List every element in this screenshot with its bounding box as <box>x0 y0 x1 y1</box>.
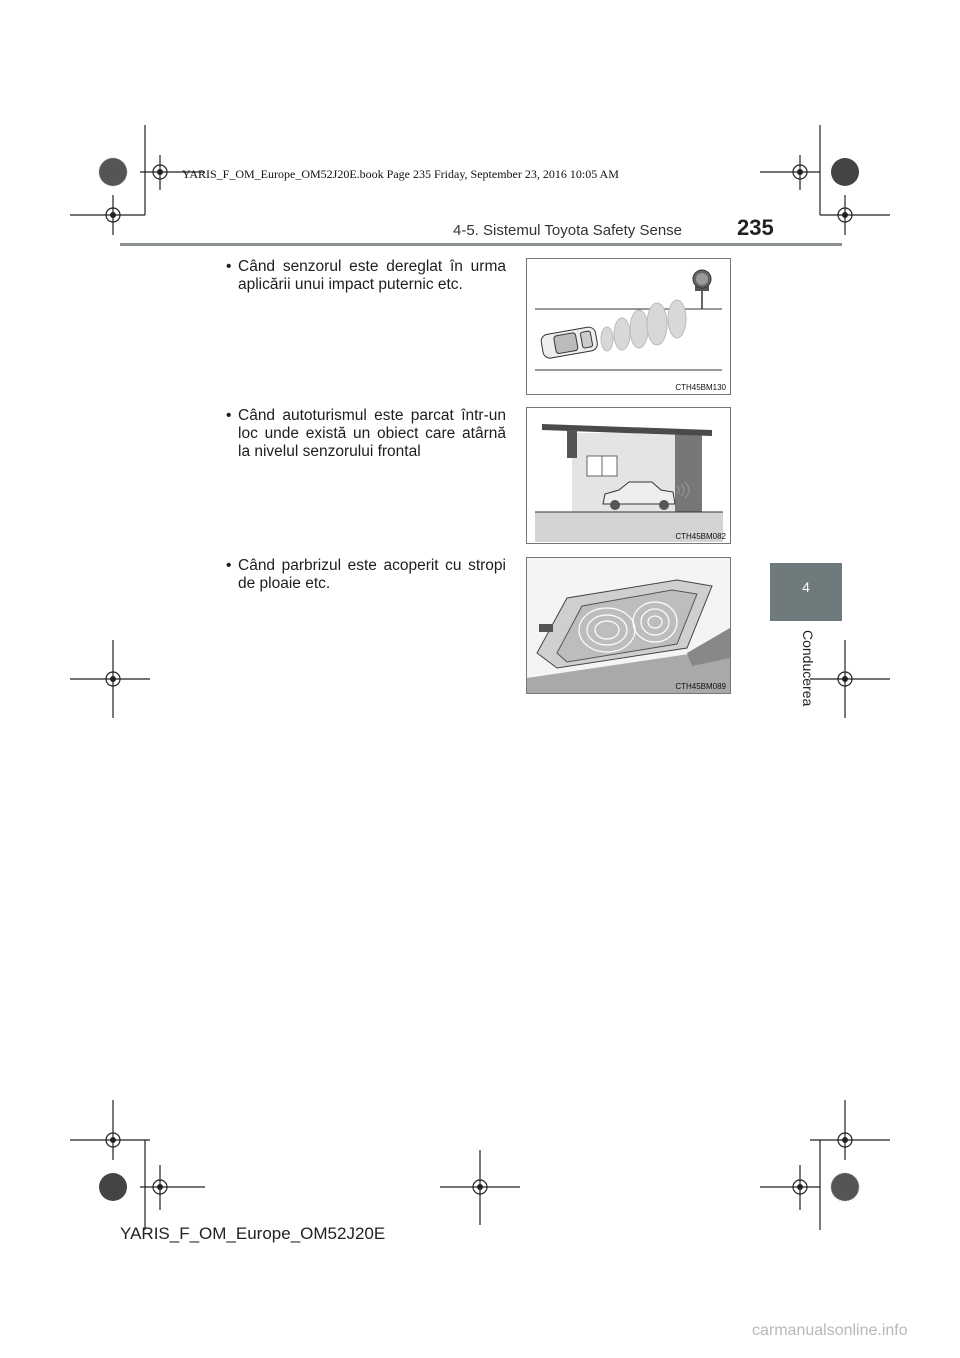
bullet-dot: • <box>226 557 232 574</box>
footer-code: YARIS_F_OM_Europe_OM52J20E <box>120 1224 386 1243</box>
chapter-number: 4 <box>802 579 810 595</box>
bullet-text: Când senzorul este dereglat în urma aplicării unui impact puternic etc. <box>238 258 506 293</box>
parked-car-illustration <box>527 408 730 543</box>
windshield-rain-illustration <box>527 558 730 693</box>
bullet-text: Când autoturismul este parcat într-un loc unde există un obiect care atârnă la nivelul senzorului frontal <box>238 407 506 460</box>
header-rule <box>120 243 842 246</box>
chapter-tab <box>770 563 842 621</box>
bullet-item-1 <box>226 258 506 294</box>
figure-code: CTH45BM089 <box>675 682 726 691</box>
sensor-impact-illustration <box>527 259 730 394</box>
figure-code: CTH45BM130 <box>675 383 726 392</box>
bullet-item-3 <box>226 557 506 593</box>
figure-code: CTH45BM082 <box>675 532 726 541</box>
book-info-line: YARIS_F_OM_Europe_OM52J20E.book Page 235 Friday, September 23, 2016 10:05 AM <box>182 167 619 181</box>
section-title: 4-5. Sistemul Toyota Safety Sense <box>452 222 682 239</box>
bullet-dot: • <box>226 407 232 424</box>
bullet-dot: • <box>226 258 232 275</box>
chapter-title: Conducerea <box>800 630 816 707</box>
bullet-text: Când parbrizul este acoperit cu stropi de ploaie etc. <box>238 557 506 592</box>
figure-windshield-rain <box>526 557 731 694</box>
figure-sensor-impact <box>526 258 731 395</box>
page-number: 235 <box>737 215 774 240</box>
watermark: carmanualsonline.info <box>752 1322 908 1339</box>
bullet-item-2 <box>226 407 506 461</box>
figure-parked-car <box>526 407 731 544</box>
